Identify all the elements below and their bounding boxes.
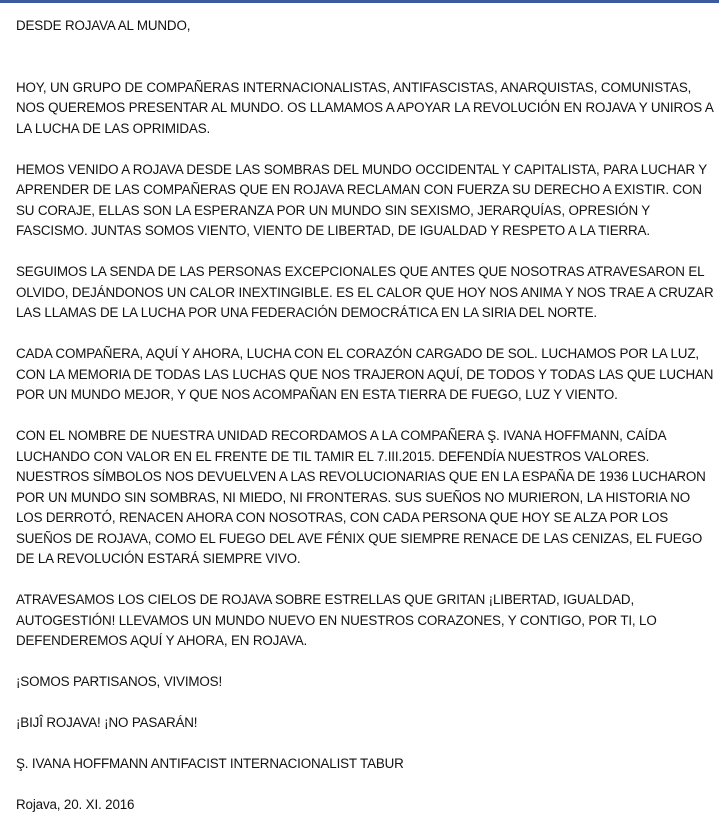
paragraph-ivana-hoffmann: CON EL NOMBRE DE NUESTRA UNIDAD RECORDAMOS A LA COMPAÑERA Ş. IVANA HOFFMANN, CAÍDA LUCHANDO CON VALOR EN EL FRENTE DE TIL TAMIR EL 7.III.2015. DEFENDÍA NUESTROS VALORES. NUESTROS SÍMBOLOS NOS DEVUELVEN A LAS REVOLUCIONARIAS QUE EN LA ESPAÑA DE 1936 LUCHARON POR UN MUNDO SIN SOMBRAS, NI MIEDO, NI FRONTERAS. SUS SUEÑOS NO MURIERON, LA HISTORIA NO LOS DERROTÓ, RENACEN AHORA CON NOSOTRAS, CON CADA PERSONA QUE HOY SE ALZA POR LOS SUEÑOS DE ROJAVA, COMO EL FUEGO DEL AVE FÉNIX QUE SIEMPRE RENACE DE LAS CENIZAS, EL FUEGO DE LA REVOLUCIÓN ESTARÁ SIEMPRE VIVO.	[16, 428, 706, 566]
paragraph-shadows: HEMOS VENIDO A ROJAVA DESDE LAS SOMBRAS DEL MUNDO OCCIDENTAL Y CAPITALISTA, PARA LUCHAR Y APRENDER DE LAS COMPAÑERAS QUE EN ROJAVA RECLAMAN CON FUERZA SU DERECHO A EXISTIR. CON SU CORAJE, ELLAS SON LA ESPERANZA POR UN MUNDO SIN SEXISMO, JERARQUÍAS, OPRESIÓN Y FASCISMO. JUNTAS SOMOS VIENTO, VIENTO DE LIBERTAD, DE IGUALDAD Y RESPETO A LA TIERRA.	[16, 161, 707, 238]
slogan-partisans: ¡SOMOS PARTISANOS, VIVIMOS!	[16, 674, 223, 689]
paragraph-comrade: CADA COMPAÑERA, AQUÍ Y AHORA, LUCHA CON EL CORAZÓN CARGADO DE SOL. LUCHAMOS POR LA LUZ, CON LA MEMORIA DE TODAS LAS LUCHAS QUE NOS TRAJERON AQUÍ, DE TODOS Y TODAS LAS QUE LUCHAN POR UN MUNDO MEJOR, Y QUE NOS ACOMPAÑAN EN ESTA TIERRA DE FUEGO, LUZ Y VIENTO.	[16, 346, 714, 402]
paragraph-path: SEGUIMOS LA SENDA DE LAS PERSONAS EXCEPCIONALES QUE ANTES QUE NOSOTRAS ATRAVESARON EL OLVIDO, DEJÁNDONOS UN CALOR INEXTINGIBLE. ES EL CALOR QUE HOY NOS ANIMA Y NOS TRAE A CRUZAR LAS LLAMAS DE LA LUCHA POR UNA FEDERACIÓN DEMOCRÁTICA EN LA SIRIA DEL NORTE.	[16, 264, 714, 320]
slogan-biji-rojava: ¡BIJÎ ROJAVA! ¡NO PASARÁN!	[16, 715, 198, 730]
unit-signature: Ş. IVANA HOFFMANN ANTIFACIST INTERNACIONALIST TABUR	[16, 756, 404, 771]
letter-salutation: DESDE ROJAVA AL MUNDO,	[16, 18, 191, 33]
place-and-date: Rojava, 20. XI. 2016	[16, 797, 135, 812]
letter-document	[16, 16, 716, 836]
paragraph-skies: ATRAVESAMOS LOS CIELOS DE ROJAVA SOBRE ESTRELLAS QUE GRITAN ¡LIBERTAD, IGUALDAD, AUTOGESTIÓN! LLEVAMOS UN MUNDO NUEVO EN NUESTROS CORAZONES, Y CONTIGO, POR TI, LO DEFENDEREMOS AQUÍ Y AHORA, EN ROJAVA.	[16, 592, 657, 648]
paragraph-introduction: HOY, UN GRUPO DE COMPAÑERAS INTERNACIONALISTAS, ANTIFASCISTAS, ANARQUISTAS, COMUNISTAS, NOS QUEREMOS PRESENTAR AL MUNDO. OS LLAMAMOS A APOYAR LA REVOLUCIÓN EN ROJAVA Y UNIROS A LA LUCHA DE LAS OPRIMIDAS.	[16, 79, 713, 136]
window-top-border	[0, 0, 719, 3]
